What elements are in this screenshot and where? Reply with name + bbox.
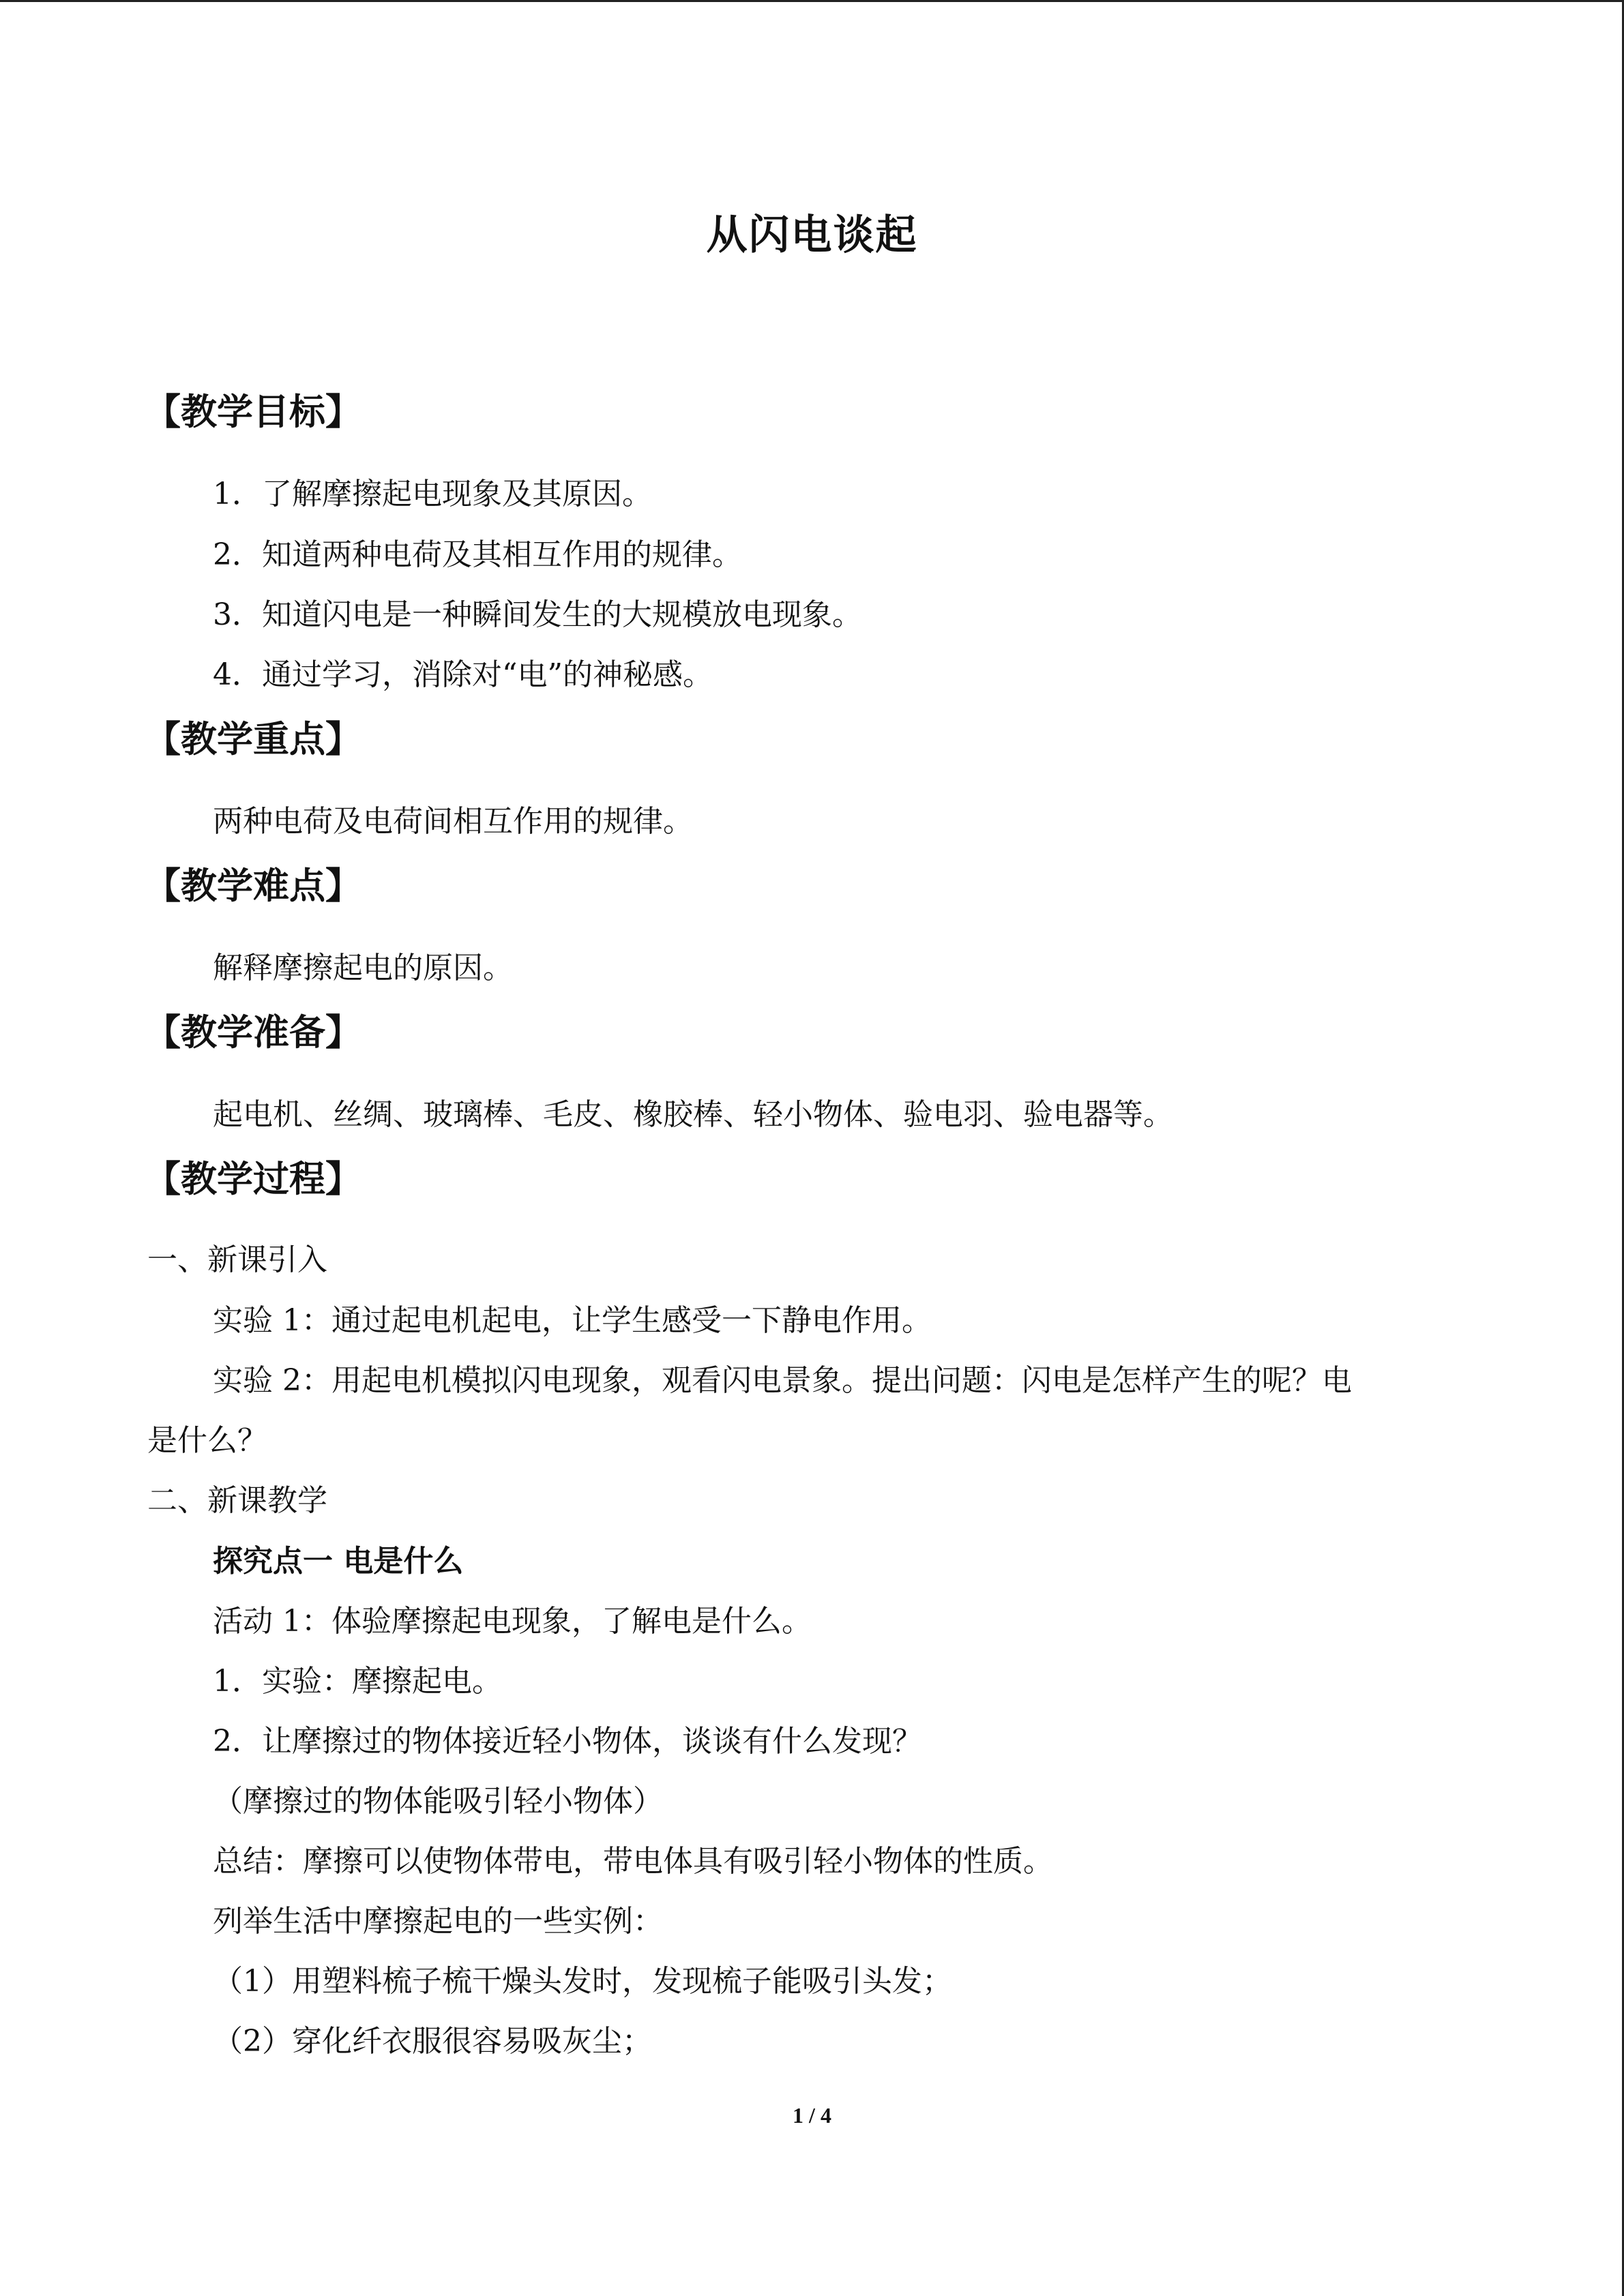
example-1: （1）用塑料梳子梳干燥头发时，发现梳子能吸引头发； xyxy=(213,1964,952,1999)
answer-text: （摩擦过的物体能吸引轻小物体） xyxy=(213,1784,663,1819)
preparation-text: 起电机、丝绸、玻璃棒、毛皮、橡胶棒、轻小物体、验电羽、验电器等。 xyxy=(213,1097,1173,1132)
objective-item-1: 1．了解摩擦起电现象及其原因。 xyxy=(213,477,652,511)
page-number: 1 / 4 xyxy=(793,2103,831,2128)
summary-text: 总结：摩擦可以使物体带电，带电体具有吸引轻小物体的性质。 xyxy=(213,1844,1053,1879)
difficulties-text: 解释摩擦起电的原因。 xyxy=(213,951,513,985)
step-1: 1．实验：摩擦起电。 xyxy=(213,1664,502,1699)
section-heading-key-points: 【教学重点】 xyxy=(145,719,361,760)
document-title: 从闪电谈起 xyxy=(706,211,918,259)
section-heading-process: 【教学过程】 xyxy=(145,1159,361,1200)
activity-1: 活动 1：体验摩擦起电现象，了解电是什么。 xyxy=(213,1604,812,1639)
section-heading-objectives: 【教学目标】 xyxy=(145,391,361,433)
inquiry-point-1-title: 探究点一 电是什么 xyxy=(213,1544,464,1579)
key-points-text: 两种电荷及电荷间相互作用的规律。 xyxy=(213,804,693,839)
experiment-1: 实验 1：通过起电机起电，让学生感受一下静电作用。 xyxy=(213,1303,932,1338)
intro-title: 一、新课引入 xyxy=(147,1242,327,1277)
section-heading-difficulties: 【教学难点】 xyxy=(145,865,361,907)
teaching-title: 二、新课教学 xyxy=(147,1483,327,1518)
example-2: （2）穿化纤衣服很容易吸灰尘； xyxy=(213,2024,652,2059)
objective-item-4: 4．通过学习，消除对“电”的神秘感。 xyxy=(213,657,713,692)
page-border-top xyxy=(0,0,1624,2)
step-2: 2．让摩擦过的物体接近轻小物体，谈谈有什么发现？ xyxy=(213,1724,922,1759)
experiment-2-line-2: 是什么？ xyxy=(147,1423,267,1458)
section-heading-preparation: 【教学准备】 xyxy=(145,1012,361,1054)
experiment-2-line-1: 实验 2：用起电机模拟闪电现象，观看闪电景象。提出问题：闪电是怎样产生的呢？电 xyxy=(213,1363,1352,1398)
objective-item-2: 2．知道两种电荷及其相互作用的规律。 xyxy=(213,537,742,572)
objective-item-3: 3．知道闪电是一种瞬间发生的大规模放电现象。 xyxy=(213,597,862,632)
examples-intro: 列举生活中摩擦起电的一些实例： xyxy=(213,1904,663,1939)
